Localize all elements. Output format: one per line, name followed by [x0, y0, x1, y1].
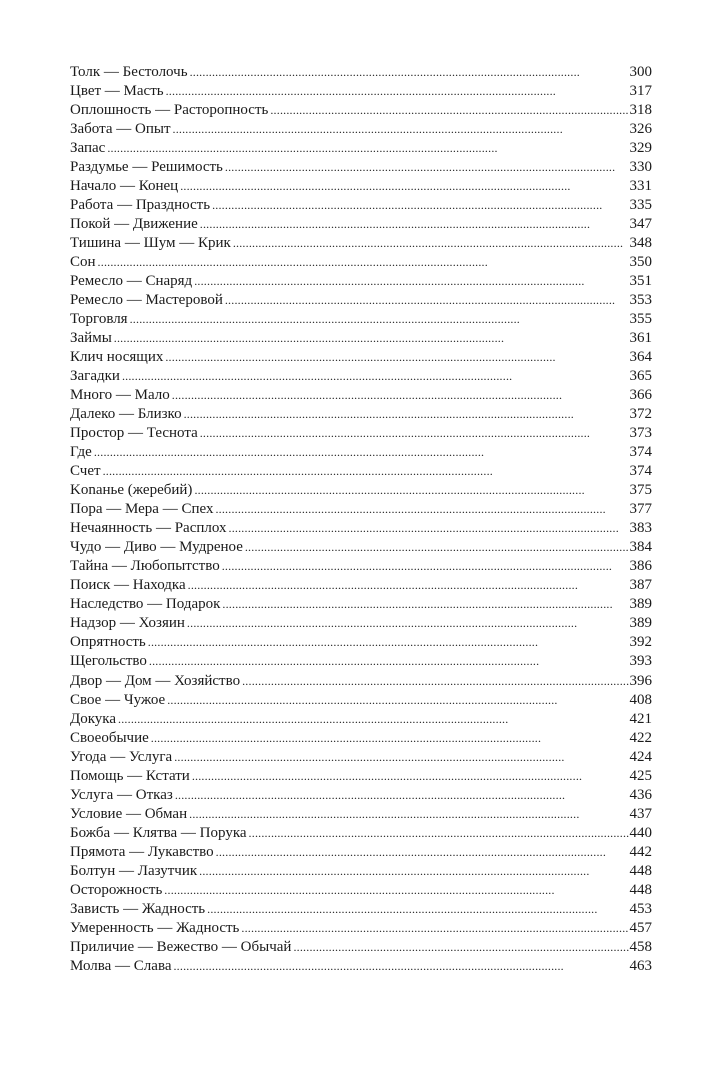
toc-entry-title: Чудо — Диво — Мудреное: [70, 539, 243, 556]
toc-entry-title: Покой — Движение: [70, 216, 198, 233]
dot-leader: [148, 633, 629, 652]
dot-leader: [180, 177, 628, 196]
toc-entry: [70, 500, 652, 519]
toc-entry: [70, 672, 652, 691]
dot-leader: [103, 462, 629, 481]
toc-entry: [70, 595, 652, 614]
toc-entry: [70, 633, 652, 652]
toc-entry: [70, 652, 652, 671]
toc-entry-page-number: 389: [629, 615, 652, 632]
toc-entry-title: Счет: [70, 463, 101, 480]
toc-entry-title: Займы: [70, 330, 112, 347]
toc-entry: [70, 386, 652, 405]
toc-entry-page-number: 437: [629, 805, 652, 822]
dot-leader: [241, 919, 628, 938]
toc-entry-page-number: 331: [629, 178, 652, 195]
toc-entry: [70, 120, 652, 139]
toc-entry: [70, 767, 652, 786]
toc-entry-page-number: 317: [629, 83, 652, 100]
toc-entry-page-number: 448: [629, 881, 652, 898]
toc-entry-title: Работа — Праздность: [70, 197, 211, 214]
toc-entry-page-number: 457: [629, 919, 652, 936]
toc-entry-title: Своеобычие: [70, 729, 149, 746]
dot-leader: [249, 824, 629, 843]
dot-leader: [270, 101, 628, 120]
table-of-contents: [70, 63, 652, 976]
toc-entry-page-number: 329: [629, 140, 652, 157]
toc-entry: [70, 538, 652, 557]
toc-entry-title: Тайна — Любопытство: [70, 558, 220, 575]
dot-leader: [199, 862, 628, 881]
toc-entry: [70, 729, 652, 748]
dot-leader: [233, 234, 629, 253]
toc-entry-title: Запас: [70, 140, 106, 157]
toc-entry-page-number: 364: [629, 349, 652, 366]
dot-leader: [194, 272, 628, 291]
toc-entry-page-number: 393: [629, 653, 652, 670]
toc-entry-title: Условие — Обман: [70, 805, 188, 822]
toc-entry: [70, 348, 652, 367]
toc-entry: [70, 862, 652, 881]
toc-entry-title: Опрятность: [70, 634, 146, 651]
toc-entry-page-number: 396: [629, 672, 652, 689]
toc-entry-page-number: 436: [629, 786, 652, 803]
toc-entry: [70, 234, 652, 253]
toc-entry-page-number: 422: [629, 729, 652, 746]
dot-leader: [194, 481, 628, 500]
dot-leader: [164, 881, 628, 900]
toc-entry-page-number: 330: [629, 159, 652, 176]
dot-leader: [122, 367, 629, 386]
toc-entry-title: Приличие — Вежество — Обычай: [70, 938, 292, 955]
dot-leader: [118, 710, 628, 729]
toc-entry-page-number: 353: [629, 292, 652, 309]
toc-entry-title: Наследство — Подарок: [70, 596, 221, 613]
toc-entry: [70, 196, 652, 215]
dot-leader: [188, 576, 629, 595]
toc-entry-page-number: 384: [629, 539, 652, 556]
toc-entry-page-number: 387: [629, 577, 652, 594]
dot-leader: [187, 614, 629, 633]
toc-entry: [70, 443, 652, 462]
dot-leader: [225, 158, 629, 177]
toc-entry-title: Божба — Клятва — Порука: [70, 824, 247, 841]
toc-entry-title: Молва — Слава: [70, 957, 172, 974]
toc-entry-page-number: 389: [629, 596, 652, 613]
toc-entry-title: Толк — Бестолочь: [70, 64, 188, 80]
toc-entry: [70, 900, 652, 919]
dot-leader: [94, 443, 629, 462]
toc-entry-page-number: 392: [629, 634, 652, 651]
dot-leader: [293, 938, 628, 957]
toc-entry-page-number: 326: [629, 121, 652, 138]
dot-leader: [189, 805, 628, 824]
dot-leader: [200, 424, 629, 443]
toc-entry-page-number: 335: [629, 197, 652, 214]
toc-entry-page-number: 377: [629, 501, 652, 518]
toc-entry-title: Пора — Мера — Спех: [70, 501, 214, 518]
toc-entry-title: Торговля: [70, 311, 128, 328]
toc-entry-title: Осторожность: [70, 881, 163, 898]
toc-entry-page-number: 463: [629, 957, 652, 974]
dot-leader: [114, 329, 629, 348]
toc-entry: [70, 139, 652, 158]
dot-leader: [222, 595, 628, 614]
toc-entry: [70, 691, 652, 710]
toc-entry-page-number: 374: [629, 463, 652, 480]
toc-entry: [70, 310, 652, 329]
toc-entry: [70, 881, 652, 900]
dot-leader: [207, 900, 628, 919]
toc-entry: [70, 614, 652, 633]
toc-entry: [70, 82, 652, 101]
toc-entry-title: Далеко — Близко: [70, 406, 182, 423]
toc-entry-page-number: 421: [629, 710, 652, 727]
toc-entry: [70, 424, 652, 443]
dot-leader: [245, 538, 629, 557]
toc-entry-title: Помощь — Кстати: [70, 767, 190, 784]
dot-leader: [174, 748, 628, 767]
toc-entry-title: Нечаянность — Расплох: [70, 520, 227, 537]
dot-leader: [173, 120, 629, 139]
toc-entry: [70, 177, 652, 196]
dot-leader: [184, 405, 629, 424]
toc-entry: [70, 367, 652, 386]
toc-entry: [70, 329, 652, 348]
toc-entry-title: Докука: [70, 710, 117, 727]
toc-entry: [70, 576, 652, 595]
toc-entry-page-number: 375: [629, 482, 652, 499]
toc-entry-title: Тишина — Шум — Крик: [70, 235, 231, 252]
dot-leader: [172, 386, 629, 405]
toc-entry: [70, 748, 652, 767]
dot-leader: [190, 63, 629, 82]
toc-entry-title: Начало — Конец: [70, 178, 179, 195]
toc-entry: [70, 462, 652, 481]
toc-entry-title: Зависть — Жадность: [70, 900, 206, 917]
dot-leader: [225, 291, 629, 310]
toc-entry-page-number: 442: [629, 843, 652, 860]
toc-entry-title: Konанье (жеребий): [70, 482, 193, 499]
toc-entry-page-number: 383: [629, 520, 652, 537]
toc-entry: [70, 919, 652, 938]
toc-entry: [70, 938, 652, 957]
dot-leader: [200, 215, 629, 234]
toc-entry-title: Забота — Опыт: [70, 121, 171, 138]
dot-leader: [222, 557, 629, 576]
dot-leader: [212, 196, 628, 215]
dot-leader: [151, 729, 629, 748]
toc-entry-page-number: 458: [629, 938, 652, 955]
toc-entry-title: Услуга — Отказ: [70, 786, 173, 803]
toc-entry-title: Щегольство: [70, 653, 147, 670]
toc-entry-title: Оплошность — Расторопность: [70, 102, 269, 119]
toc-entry-page-number: 361: [629, 330, 652, 347]
toc-entry: [70, 63, 652, 82]
toc-entry-title: Ремесло — Мастеровой: [70, 292, 223, 309]
toc-entry-title: Надзор — Хозяин: [70, 615, 185, 632]
toc-entry: [70, 158, 652, 177]
toc-entry: [70, 710, 652, 729]
toc-entry: [70, 843, 652, 862]
toc-entry-title: Много — Мало: [70, 387, 170, 404]
toc-entry: [70, 272, 652, 291]
dot-leader: [130, 310, 629, 329]
toc-entry-title: Раздумье — Решимость: [70, 159, 223, 176]
toc-entry-page-number: 440: [629, 824, 652, 841]
toc-entry: [70, 786, 652, 805]
toc-entry: [70, 253, 652, 272]
toc-entry-page-number: 408: [629, 691, 652, 708]
toc-entry-page-number: 424: [629, 748, 652, 765]
dot-leader: [167, 691, 628, 710]
toc-entry: [70, 291, 652, 310]
toc-entry-page-number: 348: [629, 235, 652, 252]
toc-entry-title: Двор — Дом — Хозяйство: [70, 672, 241, 689]
dot-leader: [173, 957, 628, 976]
toc-entry-page-number: 351: [629, 273, 652, 290]
toc-entry-page-number: 448: [629, 862, 652, 879]
dot-leader: [98, 253, 629, 272]
toc-entry-page-number: 425: [629, 767, 652, 784]
toc-entry-page-number: 365: [629, 368, 652, 385]
toc-entry-page-number: 366: [629, 387, 652, 404]
toc-entry: [70, 101, 652, 120]
toc-entry-page-number: 453: [629, 900, 652, 917]
toc-entry: [70, 957, 652, 976]
toc-entry-title: Клич носящих: [70, 349, 164, 366]
toc-entry-page-number: 318: [629, 102, 652, 119]
dot-leader: [149, 652, 629, 671]
toc-entry-title: Загадки: [70, 368, 120, 385]
dot-leader: [215, 500, 628, 519]
toc-entry-title: Простор — Теснота: [70, 425, 198, 442]
toc-entry-page-number: 300: [629, 64, 652, 80]
toc-entry-page-number: 355: [629, 311, 652, 328]
dot-leader: [229, 519, 629, 538]
toc-entry-title: Угода — Услуга: [70, 748, 173, 765]
dot-leader: [216, 843, 629, 862]
toc-entry: [70, 481, 652, 500]
toc-entry: [70, 405, 652, 424]
toc-entry-title: Прямота — Лукавство: [70, 843, 214, 860]
toc-entry-page-number: 372: [629, 406, 652, 423]
toc-entry-page-number: 350: [629, 254, 652, 271]
toc-entry-title: Цвет — Масть: [70, 83, 164, 100]
dot-leader: [166, 82, 629, 101]
toc-entry: [70, 805, 652, 824]
toc-entry-title: Ремесло — Снаряд: [70, 273, 193, 290]
toc-entry-page-number: 374: [629, 444, 652, 461]
toc-entry: [70, 519, 652, 538]
dot-leader: [242, 672, 628, 691]
dot-leader: [107, 139, 628, 158]
dot-leader: [192, 767, 629, 786]
toc-entry: [70, 557, 652, 576]
toc-entry-title: Свое — Чужое: [70, 691, 166, 708]
dot-leader: [165, 348, 628, 367]
toc-entry-title: Где: [70, 444, 92, 461]
dot-leader: [175, 786, 629, 805]
toc-entry: [70, 824, 652, 843]
toc-entry-title: Умеренность — Жадность: [70, 919, 240, 936]
toc-entry-page-number: 373: [629, 425, 652, 442]
toc-entry-title: Сон: [70, 254, 96, 271]
toc-entry-title: Болтун — Лазутчик: [70, 862, 198, 879]
toc-entry-page-number: 386: [629, 558, 652, 575]
toc-entry: [70, 215, 652, 234]
toc-entry-page-number: 347: [629, 216, 652, 233]
toc-entry-title: Поиск — Находка: [70, 577, 186, 594]
